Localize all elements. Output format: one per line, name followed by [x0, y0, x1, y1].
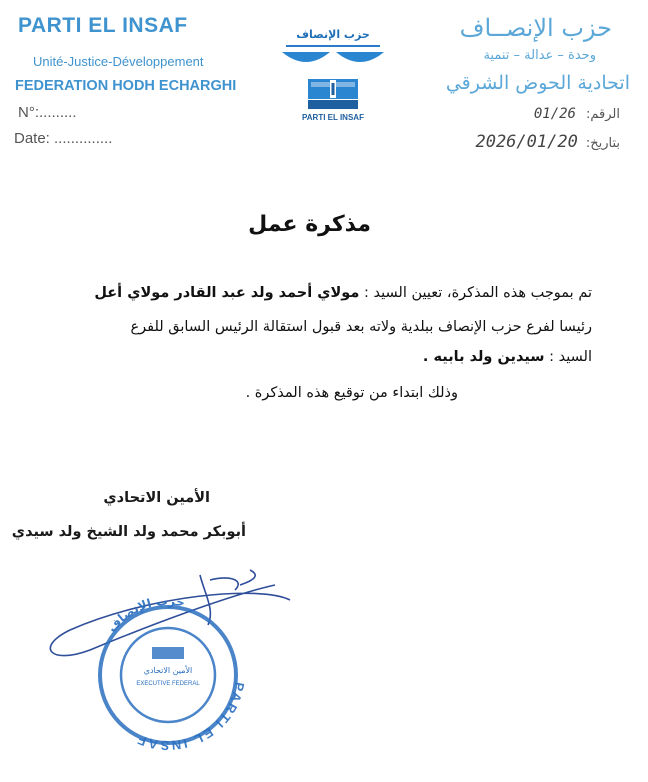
stamp-center-ar: الأمين الاتحادي [143, 666, 193, 675]
number-value-handwritten: 01/26 [533, 106, 576, 122]
number-field-ar [534, 106, 620, 122]
memo-line-3: السيد : سيدين ولد بابيه . [422, 349, 592, 365]
party-name-fr: PARTI EL INSAF [18, 14, 188, 37]
date-value-handwritten: 2026/01/20 [475, 132, 578, 152]
party-motto-fr: Unité-Justice-Développement [33, 54, 204, 69]
logo-text-fr: PARTI EL INSAF [302, 113, 364, 122]
memo-line-2: رئيسا لفرع حزب الإنصاف ببلدية ولاته بعد قبول استقالة الرئيس السابق للفرع [130, 319, 592, 335]
signatory-name: أبوبكر محمد ولد الشيخ ولد سيدي [11, 524, 246, 540]
logo-text-ar: حزب الإنصاف [296, 28, 370, 41]
memo-title: مذكرة عمل [248, 212, 371, 237]
memo-line-1: تم بموجب هذه المذكرة، تعيين السيد : مولاي أحمد ولد عبد القادر مولاي أعل [94, 285, 592, 301]
date-field-ar [475, 132, 620, 152]
stamp-center-fr: EXECUTIVE FEDERAL [136, 681, 200, 687]
date-label-fr: Date: .............. [14, 130, 113, 147]
number-label-ar: الرقم: [586, 107, 620, 122]
appointee-name: مولاي أحمد ولد عبد القادر مولاي أعل [94, 285, 360, 301]
party-motto-ar: وحدة – عدالة – تنمية [483, 48, 596, 63]
federation-name-fr: FEDERATION HODH ECHARGHI [15, 78, 237, 94]
official-stamp [30, 555, 310, 770]
date-label-ar: بتاريخ: [585, 136, 620, 151]
former-president-name: سيدين ولد بابيه . [422, 349, 545, 365]
memo-body [32, 278, 592, 372]
party-logo [278, 24, 388, 124]
stamp-seal-icon [30, 555, 310, 770]
stamp-ring-text-ar: حزب الإنصاف [104, 593, 187, 635]
memo-closing: وذلك ابتداء من توقيع هذه المذكرة . [245, 385, 458, 401]
party-name-ar: حزب الإنصــاف [459, 14, 612, 42]
signatory-title: الأمين الاتحادي [103, 490, 210, 506]
scales-logo-icon [278, 24, 388, 124]
stamp-ring-text: PARTI EL INSAF [133, 680, 248, 754]
number-label-fr: N°:......... [18, 104, 77, 121]
federation-name-ar: اتحادية الحوض الشرقي [445, 72, 630, 94]
